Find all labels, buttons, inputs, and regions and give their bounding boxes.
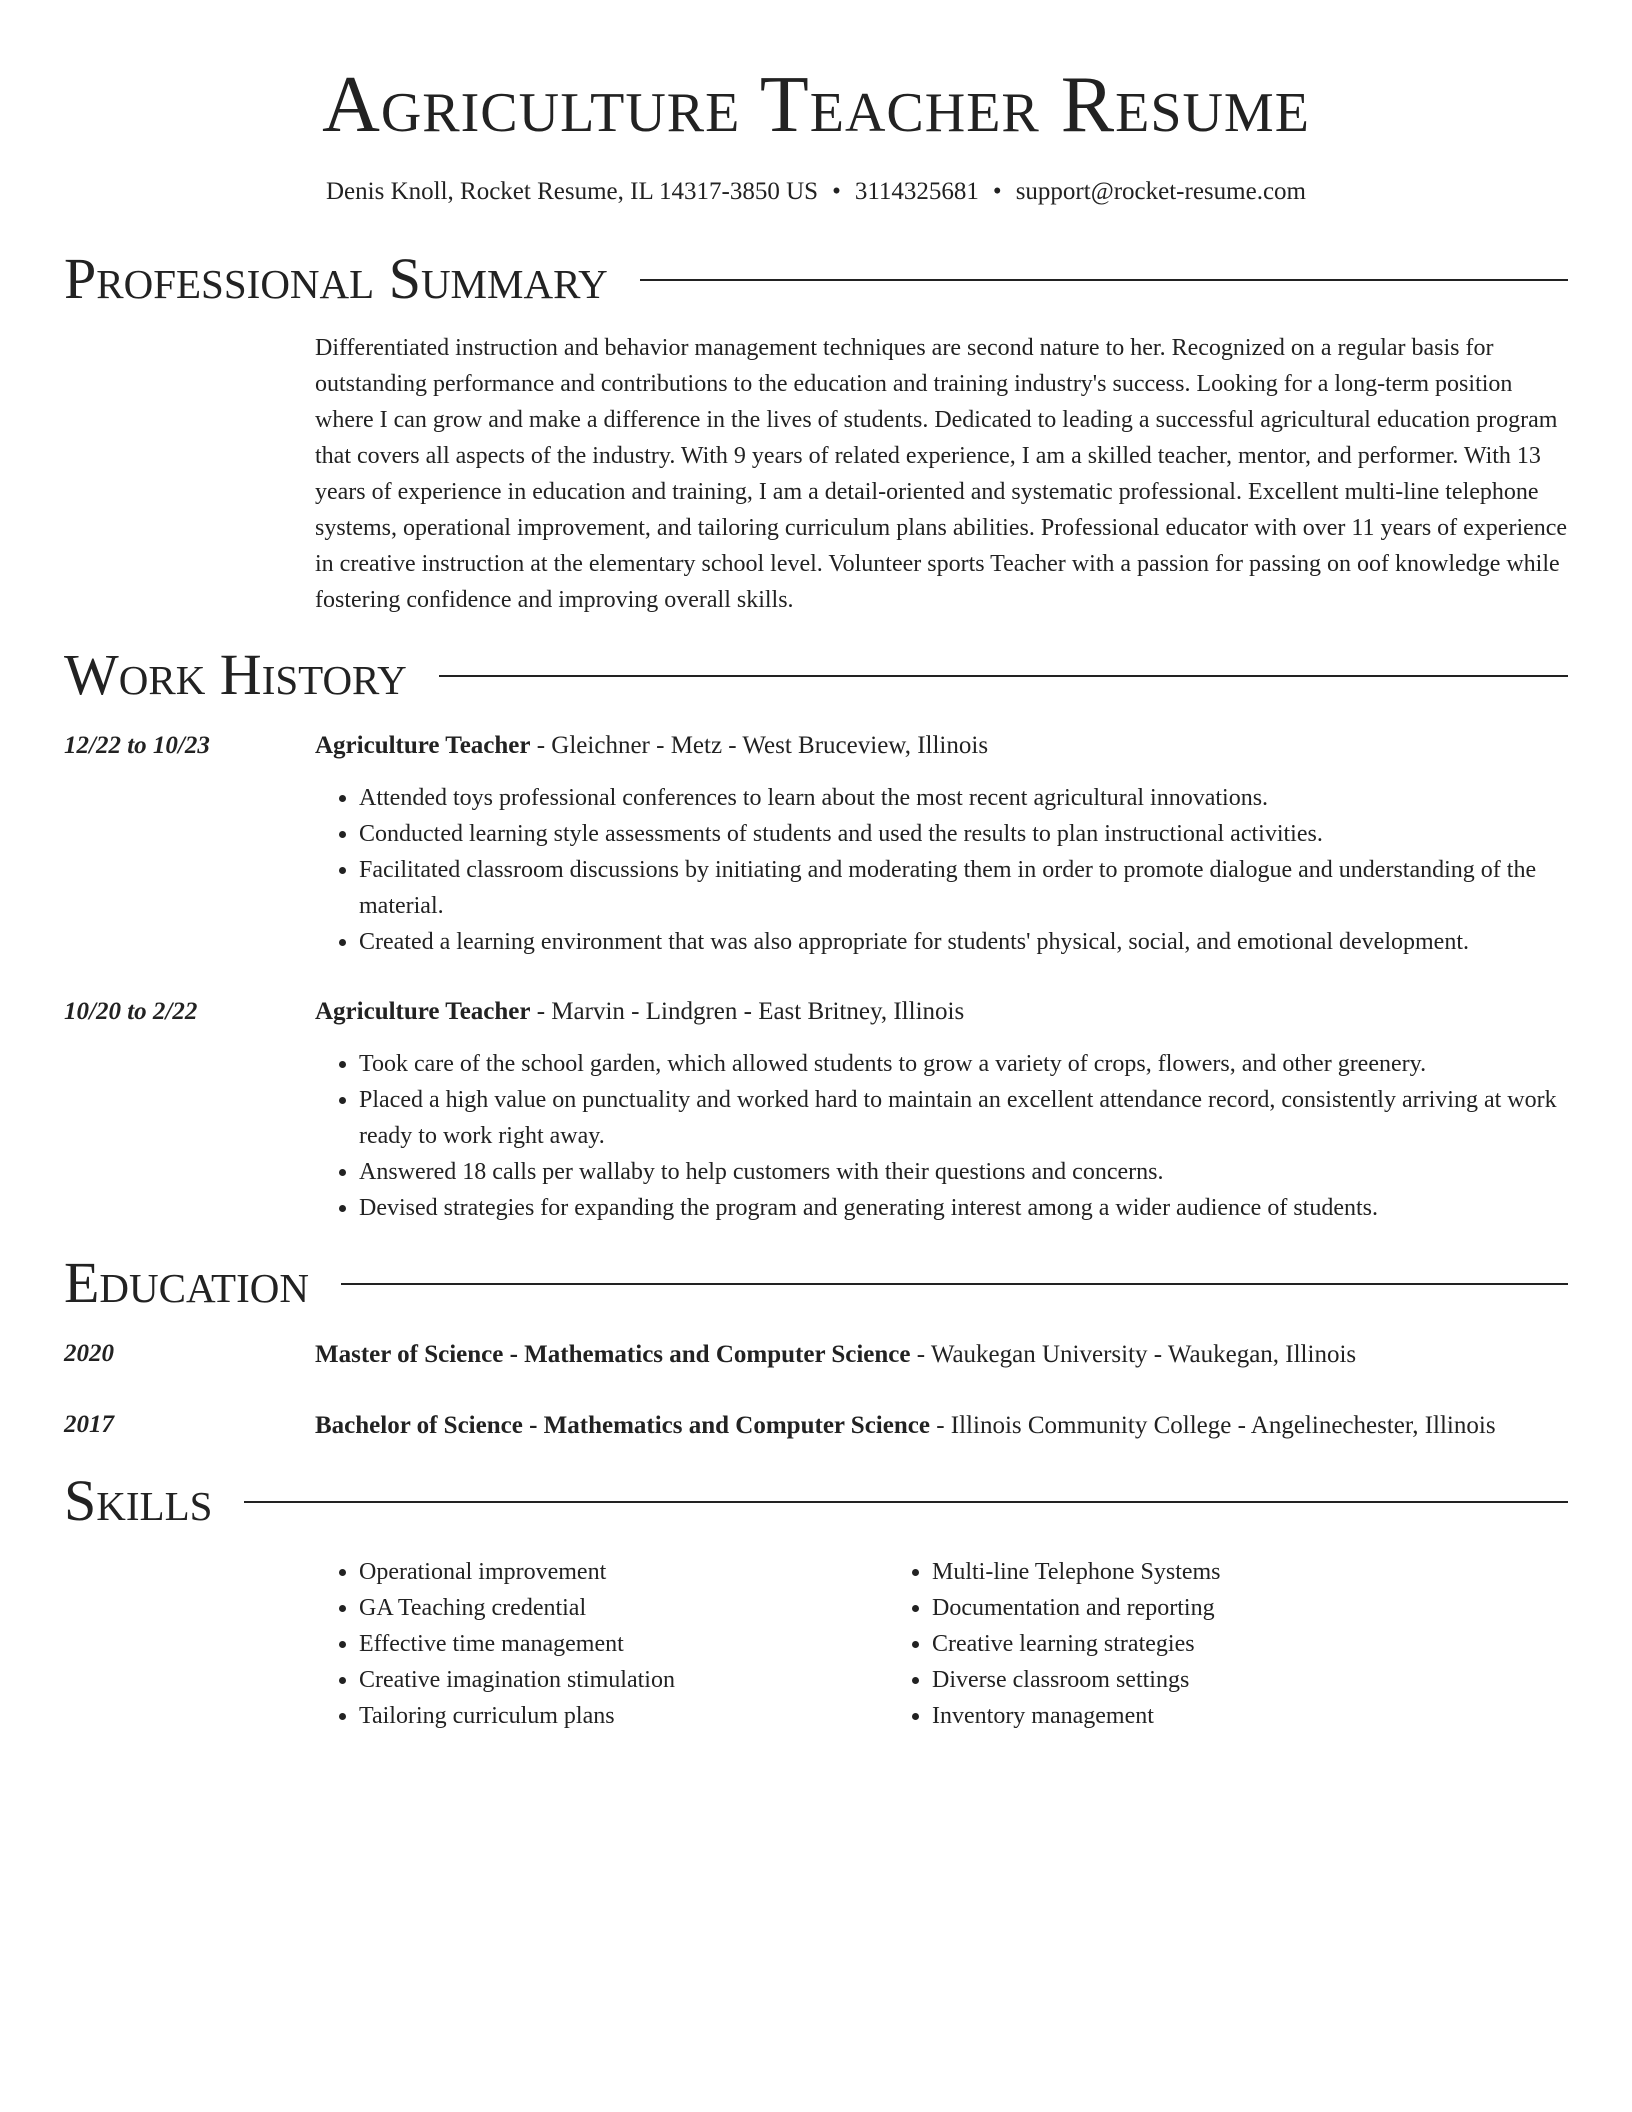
list-item: • Created a learning environment that was also appropriate for students' physical, social, and emotional development. <box>359 924 1568 960</box>
education-entry <box>64 1336 1568 1373</box>
skills-list-right <box>888 1554 1461 1734</box>
resume-page <box>64 0 1568 1734</box>
work-section-header <box>64 644 1568 706</box>
skills-left-spacer <box>64 1554 315 1734</box>
list-item: • Attended toys professional conferences to learn about the most recent agricultural innovations. <box>359 780 1568 816</box>
section-divider <box>244 1501 1568 1503</box>
job-bullets <box>315 1046 1568 1226</box>
section-divider <box>439 675 1568 677</box>
list-item: • Diverse classroom settings <box>932 1662 1461 1698</box>
job-title-line <box>315 994 1568 1030</box>
summary-text: Differentiated instruction and behavior management techniques are second nature to her. Recognized on a regular basis for outstanding performance and contributions to the education and training industry's success. Looking for a long-term position where I can grow and make a difference in the lives of students. Dedicated to leading a successful agricultural education program that covers all aspects of the industry. With 9 years of related experience, I am a skilled teacher, mentor, and performer. With 13 years of experience in education and training, I am a detail-oriented and systematic professional. Excellent multi-line telephone systems, operational improvement, and tailoring curriculum plans abilities. Professional educator with over 11 years of experience in creative instruction at the elementary school level. Volunteer sports Teacher with a passion for passing on oof knowledge while fostering confidence and improving overall skills. <box>315 335 1568 613</box>
education-school: - Illinois Community College - Angelinechester, Illinois <box>929 1412 1496 1439</box>
education-section-header <box>64 1252 1568 1314</box>
contact-phone: 3114325681 <box>854 178 979 205</box>
education-heading: Education <box>64 1250 309 1315</box>
job-bullets <box>315 780 1568 960</box>
list-item: • Creative imagination stimulation <box>359 1662 888 1698</box>
list-item: • Creative learning strategies <box>932 1626 1461 1662</box>
section-divider <box>341 1283 1568 1285</box>
list-item: • GA Teaching credential <box>359 1590 888 1626</box>
list-item: • Devised strategies for expanding the program and generating interest among a wider audience of students. <box>359 1190 1568 1226</box>
list-item: • Placed a high value on punctuality and worked hard to maintain an excellent attendance record, consistently arriving at work ready to work right away. <box>359 1082 1568 1154</box>
section-divider <box>640 279 1568 281</box>
summary-heading: Professional Summary <box>64 246 608 311</box>
separator-dot: • <box>832 178 841 205</box>
contact-line <box>64 176 1568 208</box>
contact-address: Denis Knoll, Rocket Resume, IL 14317-3850 US <box>326 178 819 205</box>
job-title: Agriculture Teacher <box>315 998 531 1025</box>
job-body <box>315 728 1568 960</box>
skills-columns <box>315 1554 1461 1734</box>
job-dates: 10/20 to 2/22 <box>64 998 198 1025</box>
job-entry <box>64 728 1568 960</box>
list-item: • Took care of the school garden, which allowed students to grow a variety of crops, flowers, and other greenery. <box>359 1046 1568 1082</box>
work-heading: Work History <box>64 642 407 707</box>
job-employer: - Marvin - Lindgren - East Britney, Illinois <box>530 998 965 1025</box>
education-school: - Waukegan University - Waukegan, Illinois <box>910 1341 1357 1368</box>
skills-heading: Skills <box>64 1468 213 1533</box>
job-dates: 12/22 to 10/23 <box>64 732 210 759</box>
list-item: • Tailoring curriculum plans <box>359 1698 888 1734</box>
list-item: • Effective time management <box>359 1626 888 1662</box>
list-item: • Answered 18 calls per wallaby to help customers with their questions and concerns. <box>359 1154 1568 1190</box>
skills-section-header <box>64 1470 1568 1532</box>
job-employer: - Gleichner - Metz - West Bruceview, Illinois <box>530 732 989 759</box>
job-body <box>315 994 1568 1226</box>
list-item: • Documentation and reporting <box>932 1590 1461 1626</box>
education-degree: Master of Science - Mathematics and Computer Science <box>315 1341 911 1368</box>
list-item: • Facilitated classroom discussions by initiating and moderating them in order to promote dialogue and understanding of the material. <box>359 852 1568 924</box>
resume-title: Agriculture Teacher Resume <box>322 61 1310 149</box>
job-title: Agriculture Teacher <box>315 732 531 759</box>
education-year: 2020 <box>64 1340 114 1367</box>
education-line <box>315 1407 1568 1444</box>
separator-dot: • <box>992 178 1002 205</box>
skills-row <box>64 1554 1568 1734</box>
summary-row <box>64 330 1568 618</box>
job-title-line <box>315 728 1568 764</box>
skills-list-left <box>315 1554 888 1734</box>
summary-section-header <box>64 248 1568 310</box>
summary-left-spacer <box>64 330 315 618</box>
list-item: • Conducted learning style assessments of students and used the results to plan instructional activities. <box>359 816 1568 852</box>
job-entry <box>64 994 1568 1226</box>
education-degree: Bachelor of Science - Mathematics and Computer Science <box>315 1412 930 1439</box>
list-item: • Operational improvement <box>359 1554 888 1590</box>
education-entry <box>64 1407 1568 1444</box>
list-item: • Multi-line Telephone Systems <box>932 1554 1461 1590</box>
education-line <box>315 1336 1568 1373</box>
education-year: 2017 <box>64 1411 114 1438</box>
contact-email: support@rocket-resume.com <box>1015 178 1306 205</box>
list-item: • Inventory management <box>932 1698 1461 1734</box>
